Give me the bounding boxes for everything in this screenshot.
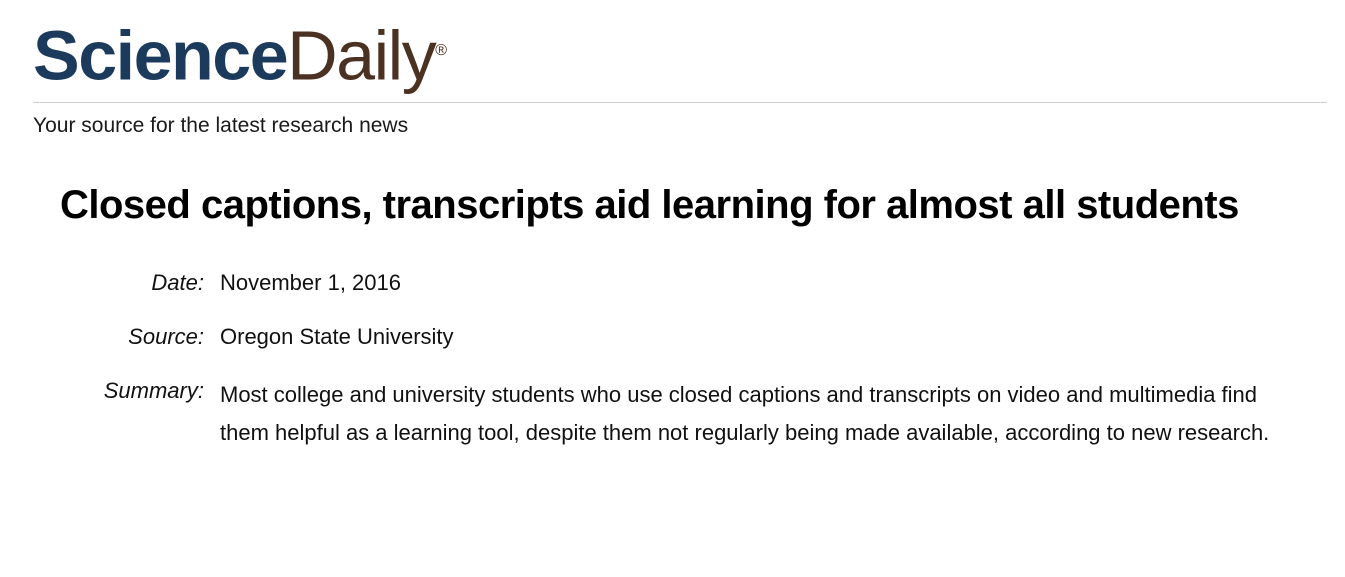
sciencedaily-logo[interactable]	[33, 10, 1345, 96]
article-meta	[60, 268, 1320, 452]
logo-word-science: Science	[33, 16, 288, 95]
logo-word-daily: Daily	[287, 16, 436, 95]
meta-row-summary	[60, 376, 1320, 452]
meta-value-source: Oregon State University	[220, 324, 454, 350]
registered-trademark-icon: ®	[435, 42, 448, 59]
meta-value-summary: Most college and university students who use closed captions and transcripts on video and multimedia find them helpful as a learning tool, despite them not regularly being made available, according to new research.	[220, 382, 1270, 446]
page-title: Closed captions, transcripts aid learning for almost all students	[60, 183, 1239, 228]
meta-label-summary: Summary:	[103, 378, 204, 404]
meta-label-source: Source:	[128, 324, 204, 350]
meta-value-date: November 1, 2016	[220, 270, 401, 296]
site-tagline: Your source for the latest research news	[33, 114, 409, 138]
masthead-divider	[33, 102, 1327, 103]
meta-row-date	[60, 268, 1320, 298]
meta-label-date: Date:	[151, 270, 204, 296]
article-body	[60, 181, 1320, 452]
meta-row-source	[60, 322, 1320, 352]
site-masthead	[0, 0, 1345, 96]
